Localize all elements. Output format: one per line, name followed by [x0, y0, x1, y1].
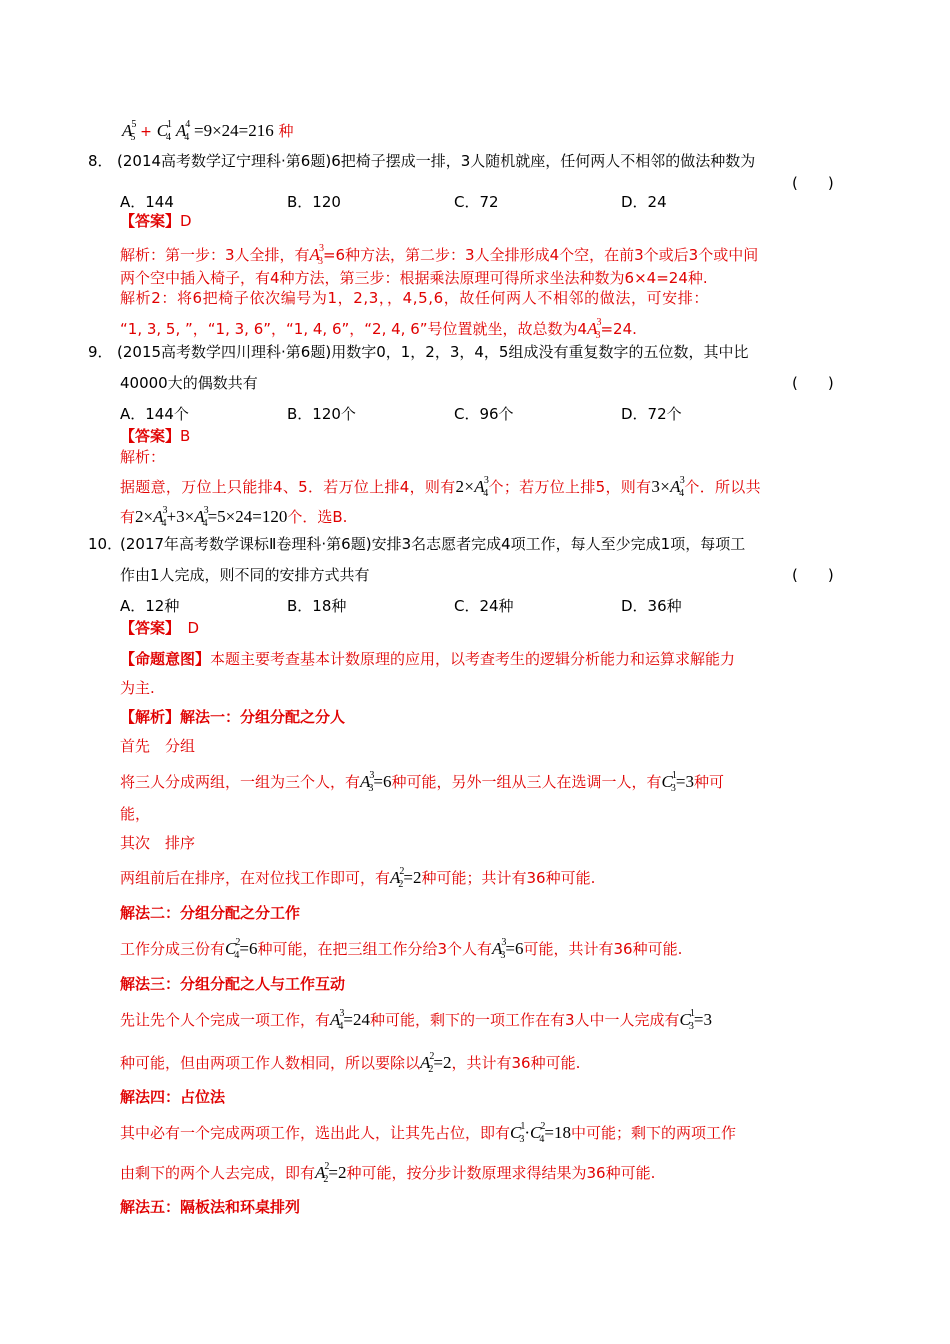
- q8-analysis1-line1: 解析：第一步：3人全排，有$A^3_3=6$种方法，第二步：3人全排形成4个空，在前3个或后3个或中间: [120, 243, 759, 267]
- q10-method1-title: 【解析】解法一：分组分配之分人: [120, 708, 346, 726]
- perm-a44: $A^4_4$: [175, 119, 191, 143]
- q10-method4-title: 解法四：占位法: [120, 1088, 226, 1106]
- perm-a22: $A^2_2$: [390, 866, 405, 890]
- q10-option-d: D．36种: [621, 597, 682, 615]
- q8-analysis2-line1: 解析2：将6把椅子依次编号为1，2,3，，4,5,6，故任何两人不相邻的做法，可安排：: [120, 289, 709, 307]
- perm-a33-b: $A^3_3$: [587, 317, 602, 341]
- q10-stem-line1: (2017年高考数学课标Ⅱ卷理科·第6题)安排3名志愿者完成4项工作，每人至少完成1项，每项工: [120, 535, 746, 553]
- q10-option-b: B．18种: [287, 597, 347, 615]
- q8-number: 8．: [88, 152, 113, 170]
- q8-stem: (2014高考数学辽宁理科·第6题)6把椅子摆成一排，3人随机就座，任何两人不相邻的做法种数为: [117, 152, 756, 170]
- q9-stem-line2: 40000大的偶数共有: [120, 374, 258, 392]
- q9-option-a: A．144个: [120, 405, 189, 423]
- comb-c42: $C^2_4$: [225, 937, 241, 961]
- q10-method5-title: 解法五：隔板法和环桌排列: [120, 1198, 301, 1216]
- q9-paren: ( ): [792, 374, 834, 392]
- q9-option-d: D．72个: [621, 405, 682, 423]
- q9-analysis-label: 解析：: [120, 448, 166, 466]
- q10-m4-line1: 其中必有一个完成两项工作，选出此人，让其先占位，即有$C^1_3\cdot C^2_4=18$中可能；剩下的两项工作: [120, 1121, 736, 1145]
- q10-option-c: C．24种: [454, 597, 514, 615]
- q8-option-d: D．24: [621, 193, 667, 211]
- comb-c31-c: $C^1_3$: [510, 1121, 526, 1145]
- q9-option-b: B．120个: [287, 405, 356, 423]
- q10-m1-line2: 能，: [120, 805, 151, 823]
- comb-c42-b: $C^2_4$: [530, 1121, 546, 1145]
- q9-answer: 【答案】B: [120, 427, 191, 445]
- perm-a43-b: $A^3_4$: [670, 475, 686, 499]
- q8-answer: 【答案】D: [120, 212, 192, 230]
- q10-step2: 其次 排序: [120, 834, 196, 852]
- q10-step1: 首先 分组: [120, 737, 196, 755]
- comb-c31: $C^1_3$: [661, 770, 677, 794]
- q8-option-a: A．144: [120, 193, 174, 211]
- q9-analysis-line1: 据题意，万位上只能排4、5．若万位上排4，则有$2\times A^3_4$个；若万位上排5，则有$3\times A^3_4$个．所以共: [120, 475, 761, 499]
- comb-c41: $C^1_4$: [156, 119, 173, 143]
- comb-c31-b: $C^1_3$: [679, 1008, 695, 1032]
- q10-number: 10．: [88, 535, 123, 553]
- q10-intent-line2: 为主.: [120, 679, 155, 697]
- q9-stem-line1: (2015高考数学四川理科·第6题)用数字0，1，2，3，4，5组成没有重复数字的五位数，其中比: [117, 343, 749, 361]
- perm-a43: $A^3_4$: [474, 475, 490, 499]
- q10-option-a: A．12种: [120, 597, 180, 615]
- perm-a33-d: $A^3_3$: [492, 937, 507, 961]
- q8-option-b: B．120: [287, 193, 341, 211]
- q10-m4-line2: 由剩下的两个人去完成，即有$A^2_2=2$种可能，按分步计数原理求得结果为36种可能.: [120, 1161, 656, 1185]
- q9-analysis-line2: 有$2\times A^3_4+3\times A^3_4=5\times 24=120$个．选B.: [120, 505, 348, 529]
- q9-number: 9．: [88, 343, 113, 361]
- q10-m1-line1: 将三人分成两组，一组为三个人，有$A^3_3=6$种可能，另外一组从三人在选调一人，有$C^1_3=3$种可: [120, 770, 724, 794]
- q10-answer: 【答案】 D: [120, 619, 200, 637]
- q8-analysis1-line2: 两个空中插入椅子，有4种方法，第三步：根据乘法原理可得所求坐法种数为6×4=24种.: [120, 269, 708, 287]
- perm-a22-b: $A^2_2$: [420, 1051, 435, 1075]
- perm-a22-c: $A^2_2$: [315, 1161, 330, 1185]
- q10-method2-title: 解法二：分组分配之分工作: [120, 904, 301, 922]
- top-formula: $A^5_5 + C^1_4$ $A^4_4 =9\times 24=216$ 种: [122, 119, 294, 143]
- q10-intent-line1: 【命题意图】本题主要考查基本计数原理的应用，以考查考生的逻辑分析能力和运算求解能力: [120, 650, 736, 668]
- perm-a33-c: $A^3_3$: [360, 770, 375, 794]
- q8-paren: ( ): [792, 174, 834, 192]
- perm-a55: $A^5_5$: [122, 119, 137, 143]
- q10-method3-title: 解法三：分组分配之人与工作互动: [120, 975, 346, 993]
- q8-analysis2-line2: “1, 3, 5, ”，“1, 3, 6”，“1, 4, 6”，“2, 4, 6”号位置就坐，故总数为$4A^3_3=24$.: [120, 317, 637, 341]
- perm-a43-e: $A^3_4$: [330, 1008, 345, 1032]
- q10-paren: ( ): [792, 566, 834, 584]
- perm-a33: $A^3_3$: [309, 243, 324, 267]
- q10-m1-line3: 两组前后在排序，在对位找工作即可，有$A^2_2=2$种可能；共计有36种可能.: [120, 866, 596, 890]
- q10-m3-line1: 先让先个人个完成一项工作，有$A^3_4=24$种可能，剩下的一项工作在有3人中一人完成有$C^1_3=3$: [120, 1008, 712, 1032]
- q10-m3-line2: 种可能，但由两项工作人数相同，所以要除以$A^2_2=2$，共计有36种可能.: [120, 1051, 581, 1075]
- q10-m2-line: 工作分成三份有$C^2_4=6$种可能，在把三组工作分给3个人有$A^3_3=6$可能，共计有36种可能.: [120, 937, 683, 961]
- q9-option-c: C．96个: [454, 405, 514, 423]
- q8-option-c: C．72: [454, 193, 499, 211]
- q10-stem-line2: 作由1人完成，则不同的安排方式共有: [120, 566, 370, 584]
- perm-a43-d: $A^3_4$: [194, 505, 209, 529]
- perm-a43-c: $A^3_4$: [153, 505, 168, 529]
